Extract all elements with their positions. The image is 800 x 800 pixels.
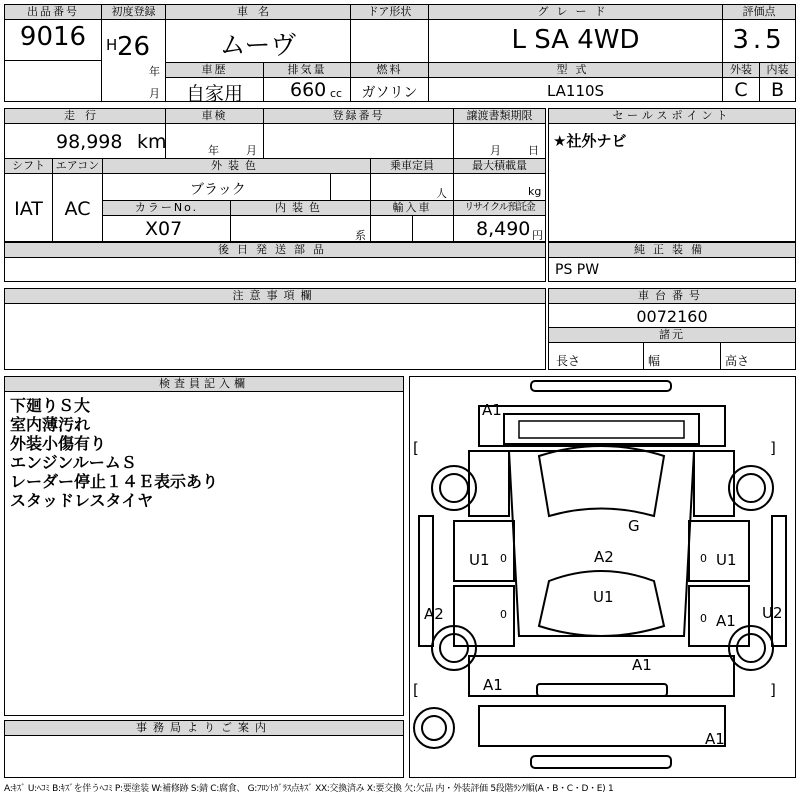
displacement-label: 排気量 bbox=[264, 63, 350, 78]
fuel-value: ガソリン bbox=[361, 85, 418, 101]
history-label: 車歴 bbox=[166, 63, 263, 78]
inspector-note: 室内薄汚れ bbox=[10, 415, 91, 434]
inspection-month-unit: 月 bbox=[246, 144, 257, 157]
capacity-unit: 人 bbox=[436, 187, 447, 200]
inspector-notes bbox=[10, 396, 218, 510]
registration-era: H bbox=[106, 36, 118, 54]
recycle-label: リサイクル預託金 bbox=[454, 201, 545, 216]
ext-color-value: ブラック bbox=[190, 182, 246, 198]
dmg-right-zero-1: 0 bbox=[700, 552, 707, 565]
ext-color-label: 外装色 bbox=[103, 159, 370, 174]
dmg-right-zero-2: 0 bbox=[700, 612, 707, 625]
sales-point-box bbox=[548, 108, 796, 242]
inspection-label: 車検 bbox=[166, 109, 263, 124]
model-value: LA110S bbox=[546, 82, 605, 100]
dmg-right-front-door: U1 bbox=[716, 551, 737, 569]
interior-grade-label: 内装 bbox=[760, 63, 795, 78]
dmg-rear-center: A1 bbox=[632, 656, 652, 674]
aircon-label: エアコン bbox=[53, 159, 102, 174]
later-parts-label: 後日発送部品 bbox=[5, 243, 545, 258]
dims-label: 諸元 bbox=[549, 328, 795, 343]
genuine-label: 純正装備 bbox=[549, 243, 795, 258]
int-color-unit: 系 bbox=[355, 229, 366, 242]
inspector-note: レーダー停止１４Ｅ表示あり bbox=[10, 472, 219, 491]
dmg-left-zero-2: 0 bbox=[500, 608, 507, 621]
max-load-label: 最大積載量 bbox=[454, 159, 545, 174]
plate-label: 登録番号 bbox=[264, 109, 453, 124]
shift-value: IAT bbox=[14, 198, 43, 220]
capacity-label: 乗車定員 bbox=[371, 159, 453, 174]
chassis-label: 車台番号 bbox=[549, 289, 795, 304]
import-label: 輸入車 bbox=[371, 201, 453, 216]
shift-label: シフト bbox=[5, 159, 52, 174]
dmg-left-front-door: U1 bbox=[469, 551, 490, 569]
dmg-center-lower: U1 bbox=[593, 588, 614, 606]
int-color-label: 内装色 bbox=[231, 201, 370, 216]
fuel-label: 燃料 bbox=[351, 63, 428, 78]
office-label: 事務局よりご案内 bbox=[5, 721, 403, 736]
genuine-value: PS PW bbox=[555, 262, 600, 278]
inspector-note: エンジンルームＳ bbox=[10, 453, 137, 472]
dmg-right-rear-door: A1 bbox=[716, 612, 736, 630]
dims-width: 幅 bbox=[648, 354, 661, 368]
registration-year-unit: 年 bbox=[149, 65, 160, 78]
dims-height: 高さ bbox=[725, 354, 750, 368]
bracket-left-2: [ bbox=[413, 681, 419, 699]
mileage-label: 走行 bbox=[5, 109, 165, 124]
inspection-year-unit: 年 bbox=[208, 144, 219, 157]
displacement-unit: cc bbox=[330, 87, 343, 100]
mileage-block bbox=[4, 108, 546, 242]
chassis-value: 0072160 bbox=[636, 307, 708, 326]
exterior-grade-value: C bbox=[734, 79, 748, 101]
lot-number: 9016 bbox=[19, 22, 87, 52]
score-label: 評価点 bbox=[723, 5, 795, 20]
lot-label: 出品番号 bbox=[5, 5, 101, 20]
recycle-value: 8,490 bbox=[476, 218, 531, 240]
score-value: 3.5 bbox=[732, 25, 786, 55]
caution-label: 注意事項欄 bbox=[5, 289, 545, 304]
bracket-left-1: [ bbox=[413, 439, 419, 457]
registration-month-unit: 月 bbox=[149, 87, 160, 100]
displacement-value: 660 bbox=[290, 79, 327, 101]
registration-label: 初度登録 bbox=[102, 5, 165, 20]
aircon-value: AC bbox=[64, 198, 91, 220]
color-no-label: カラーNo. bbox=[103, 201, 230, 216]
color-no-value: X07 bbox=[145, 218, 183, 240]
sales-point-label: セールスポイント bbox=[549, 109, 795, 124]
dmg-roof: A2 bbox=[594, 548, 614, 566]
mileage-unit: km bbox=[137, 131, 167, 153]
model-label: 型式 bbox=[429, 63, 722, 78]
dmg-left-rear: A2 bbox=[424, 605, 444, 623]
inspector-note: 下廻りＳ大 bbox=[10, 396, 91, 415]
interior-grade-value: B bbox=[770, 79, 785, 101]
dmg-hood-area: G bbox=[628, 517, 640, 535]
bracket-right-1: ] bbox=[770, 439, 776, 457]
grade-label: グレード bbox=[429, 5, 722, 20]
inspector-note: スタッドレスタイヤ bbox=[10, 491, 154, 510]
dmg-right-outer: U2 bbox=[762, 604, 783, 622]
inspector-note: 外装小傷有り bbox=[10, 434, 107, 453]
dmg-rear-bottom: A1 bbox=[705, 730, 725, 748]
grade-value: L SA 4WD bbox=[511, 25, 640, 55]
door-label: ドア形状 bbox=[351, 5, 428, 20]
transfer-day-unit: 日 bbox=[528, 144, 539, 157]
dmg-left-zero-1: 0 bbox=[500, 552, 507, 565]
history-value: 自家用 bbox=[185, 83, 243, 105]
sales-point-value: ★社外ナビ bbox=[553, 132, 627, 150]
legend: A:ｷｽﾞ U:ﾍｺﾐ B:ｷｽﾞを伴うﾍｺﾐ P:要塗装 W:補修跡 S:錆 C:腐食、 G:ﾌﾛﾝﾄｶﾞﾗｽ点ｷｽﾞ XX:交換済み X:要交換 欠:欠品 内・外装評価 5段階ﾗﾝｸ順(A・B・C・D・E) 1 bbox=[4, 784, 614, 794]
car-diagram bbox=[409, 376, 796, 778]
mileage-value: 98,998 bbox=[56, 131, 123, 153]
dmg-front-left-top: A1 bbox=[482, 401, 502, 419]
car-name-label: 車名 bbox=[166, 5, 350, 20]
inspector-label: 検査員記入欄 bbox=[5, 377, 403, 392]
dims-length: 長さ bbox=[556, 354, 581, 368]
transfer-label: 譲渡書類期限 bbox=[454, 109, 545, 124]
recycle-unit: 円 bbox=[532, 229, 543, 242]
bracket-right-2: ] bbox=[770, 681, 776, 699]
exterior-grade-label: 外装 bbox=[723, 63, 759, 78]
dmg-left-bottom: A1 bbox=[483, 676, 503, 694]
car-name: ムーヴ bbox=[219, 31, 297, 61]
transfer-month-unit: 月 bbox=[490, 144, 501, 157]
max-load-unit: kg bbox=[528, 185, 542, 198]
registration-year: 26 bbox=[117, 32, 151, 62]
